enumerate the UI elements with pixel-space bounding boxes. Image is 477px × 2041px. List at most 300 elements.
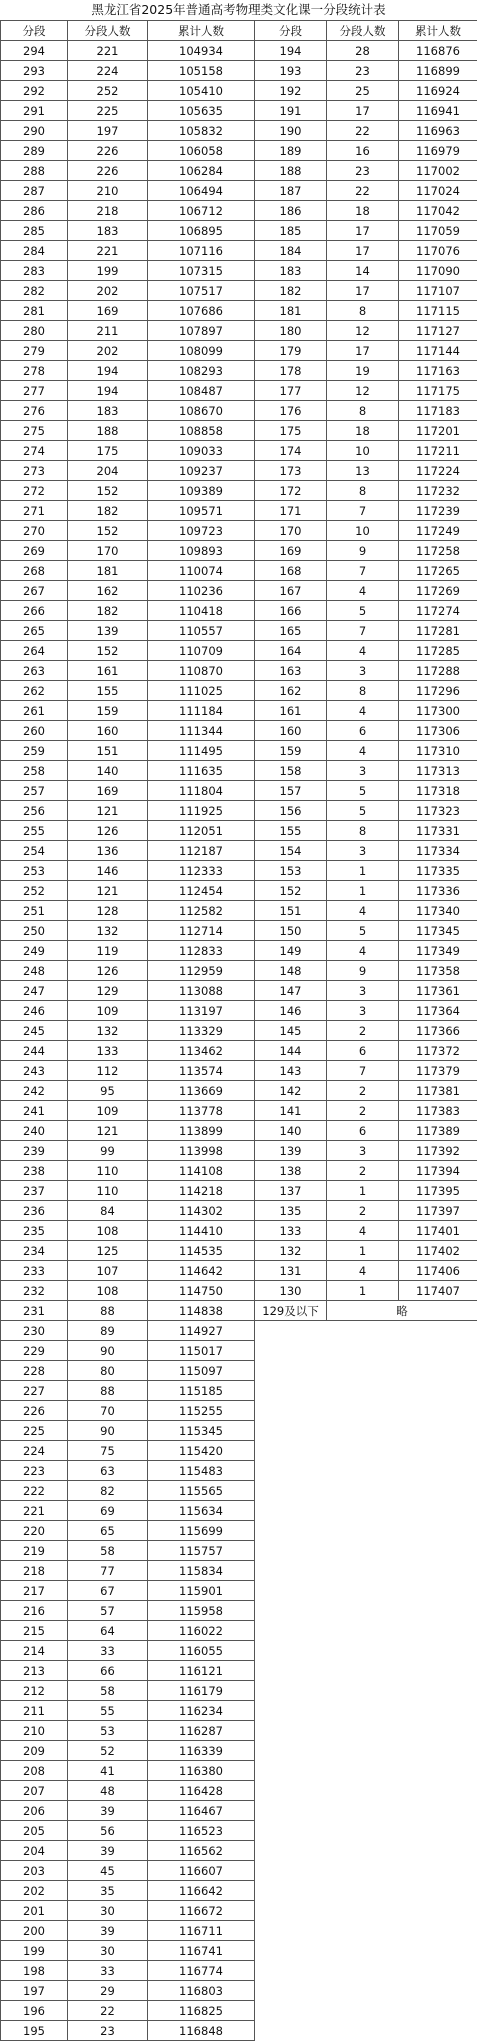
cell-segment-count: 8 xyxy=(327,481,399,501)
table-row xyxy=(1,1181,255,1201)
cell-score: 159 xyxy=(255,741,327,761)
cell-score: 209 xyxy=(1,1741,68,1761)
cell-score: 184 xyxy=(255,241,327,261)
cell-segment-count: 152 xyxy=(68,641,148,661)
table-row xyxy=(1,1741,255,1761)
table-row xyxy=(255,181,477,201)
table-row xyxy=(255,501,477,521)
table-row xyxy=(255,521,477,541)
cell-cumulative-count: 113462 xyxy=(148,1041,255,1061)
table-row xyxy=(1,761,255,781)
cell-score: 229 xyxy=(1,1341,68,1361)
cell-score: 208 xyxy=(1,1761,68,1781)
cell-segment-count: 16 xyxy=(327,141,399,161)
header-segment-count: 分段人数 xyxy=(327,21,399,41)
table-row xyxy=(1,681,255,701)
cell-segment-count: 161 xyxy=(68,661,148,681)
cell-segment-count: 221 xyxy=(68,41,148,61)
cell-cumulative-count: 105158 xyxy=(148,61,255,81)
cell-cumulative-count: 107116 xyxy=(148,241,255,261)
cell-score: 131 xyxy=(255,1261,327,1281)
cell-segment-count: 58 xyxy=(68,1541,148,1561)
cell-cumulative-count: 117345 xyxy=(399,921,477,941)
cell-segment-count: 56 xyxy=(68,1821,148,1841)
cell-cumulative-count: 113998 xyxy=(148,1141,255,1161)
table-row xyxy=(1,821,255,841)
table-row xyxy=(255,541,477,561)
cell-score: 179 xyxy=(255,341,327,361)
cell-segment-count: 88 xyxy=(68,1301,148,1321)
cell-score: 277 xyxy=(1,381,68,401)
cell-segment-count: 90 xyxy=(68,1341,148,1361)
cell-cumulative-count: 116711 xyxy=(148,1921,255,1941)
cell-cumulative-count: 116979 xyxy=(399,141,477,161)
cell-segment-count: 152 xyxy=(68,481,148,501)
cell-segment-count: 151 xyxy=(68,741,148,761)
cell-segment-count: 5 xyxy=(327,921,399,941)
cell-score: 138 xyxy=(255,1161,327,1181)
cell-score: 253 xyxy=(1,861,68,881)
cell-cumulative-count: 109893 xyxy=(148,541,255,561)
table-row xyxy=(255,921,477,941)
cell-score: 175 xyxy=(255,421,327,441)
cell-segment-count: 7 xyxy=(327,501,399,521)
cell-score: 268 xyxy=(1,561,68,581)
cell-score: 293 xyxy=(1,61,68,81)
cell-segment-count: 202 xyxy=(68,341,148,361)
cell-segment-count: 30 xyxy=(68,1901,148,1921)
table-row xyxy=(1,1021,255,1041)
table-row xyxy=(1,1001,255,1021)
cell-score: 191 xyxy=(255,101,327,121)
cell-score: 241 xyxy=(1,1101,68,1121)
table-row xyxy=(255,481,477,501)
cell-score: 189 xyxy=(255,141,327,161)
table-row xyxy=(255,701,477,721)
cell-cumulative-count: 116963 xyxy=(399,121,477,141)
cell-cumulative-count: 109571 xyxy=(148,501,255,521)
table-row xyxy=(1,1481,255,1501)
cell-segment-count: 199 xyxy=(68,261,148,281)
table-row xyxy=(255,1281,477,1301)
cell-score: 212 xyxy=(1,1681,68,1701)
cell-score: 292 xyxy=(1,81,68,101)
cell-cumulative-count: 113778 xyxy=(148,1101,255,1121)
cell-score: 250 xyxy=(1,921,68,941)
cell-cumulative-count: 105832 xyxy=(148,121,255,141)
cell-score: 247 xyxy=(1,981,68,1001)
cell-segment-count: 121 xyxy=(68,801,148,821)
cell-score: 213 xyxy=(1,1661,68,1681)
cell-segment-count: 146 xyxy=(68,861,148,881)
cell-score: 234 xyxy=(1,1241,68,1261)
table-row xyxy=(255,361,477,381)
cell-cumulative-count: 116179 xyxy=(148,1681,255,1701)
cell-score: 256 xyxy=(1,801,68,821)
header-cumulative-count: 累计人数 xyxy=(148,21,255,41)
cell-cumulative-count: 104934 xyxy=(148,41,255,61)
cell-segment-count: 17 xyxy=(327,241,399,261)
cell-cumulative-count: 113197 xyxy=(148,1001,255,1021)
cell-cumulative-count: 112051 xyxy=(148,821,255,841)
cell-score: 164 xyxy=(255,641,327,661)
cell-cumulative-count: 115255 xyxy=(148,1401,255,1421)
cell-segment-count: 194 xyxy=(68,361,148,381)
table-row xyxy=(255,121,477,141)
cell-segment-count: 210 xyxy=(68,181,148,201)
cell-cumulative-count: 110870 xyxy=(148,661,255,681)
table-row xyxy=(1,1561,255,1581)
cell-score: 220 xyxy=(1,1521,68,1541)
cell-segment-count: 129 xyxy=(68,981,148,1001)
table-row xyxy=(1,1241,255,1261)
cell-score: 141 xyxy=(255,1101,327,1121)
table-row xyxy=(1,261,255,281)
cell-cumulative-count: 116825 xyxy=(148,2001,255,2021)
table-row xyxy=(255,1121,477,1141)
cell-cumulative-count: 112582 xyxy=(148,901,255,921)
cell-cumulative-count: 117383 xyxy=(399,1101,477,1121)
cell-segment-count: 112 xyxy=(68,1061,148,1081)
table-row xyxy=(1,1061,255,1081)
cell-score: 204 xyxy=(1,1841,68,1861)
table-row xyxy=(1,621,255,641)
footer-value: 略 xyxy=(327,1301,477,1321)
cell-cumulative-count: 117389 xyxy=(399,1121,477,1141)
cell-score: 130 xyxy=(255,1281,327,1301)
cell-score: 242 xyxy=(1,1081,68,1101)
table-row xyxy=(1,201,255,221)
table-row xyxy=(255,801,477,821)
cell-cumulative-count: 117183 xyxy=(399,401,477,421)
cell-cumulative-count: 117372 xyxy=(399,1041,477,1061)
cell-score: 162 xyxy=(255,681,327,701)
cell-segment-count: 2 xyxy=(327,1201,399,1221)
table-row xyxy=(1,1901,255,1921)
cell-segment-count: 39 xyxy=(68,1921,148,1941)
cell-segment-count: 2 xyxy=(327,1101,399,1121)
cell-segment-count: 8 xyxy=(327,681,399,701)
cell-score: 199 xyxy=(1,1941,68,1961)
table-row xyxy=(1,941,255,961)
cell-score: 187 xyxy=(255,181,327,201)
table-row xyxy=(1,1801,255,1821)
cell-segment-count: 7 xyxy=(327,1061,399,1081)
cell-cumulative-count: 117059 xyxy=(399,221,477,241)
cell-score: 156 xyxy=(255,801,327,821)
cell-score: 163 xyxy=(255,661,327,681)
cell-segment-count: 77 xyxy=(68,1561,148,1581)
cell-segment-count: 28 xyxy=(327,41,399,61)
cell-cumulative-count: 117361 xyxy=(399,981,477,1001)
table-row xyxy=(1,321,255,341)
table-row xyxy=(1,461,255,481)
cell-segment-count: 3 xyxy=(327,661,399,681)
table-row xyxy=(1,1401,255,1421)
cell-score: 185 xyxy=(255,221,327,241)
table-row xyxy=(255,341,477,361)
cell-segment-count: 252 xyxy=(68,81,148,101)
table-row xyxy=(1,1841,255,1861)
cell-score: 135 xyxy=(255,1201,327,1221)
table-row xyxy=(255,1221,477,1241)
table-row xyxy=(1,1121,255,1141)
cell-score: 275 xyxy=(1,421,68,441)
table-row xyxy=(1,1781,255,1801)
cell-segment-count: 202 xyxy=(68,281,148,301)
cell-cumulative-count: 116523 xyxy=(148,1821,255,1841)
cell-segment-count: 25 xyxy=(327,81,399,101)
table-row xyxy=(1,181,255,201)
cell-score: 210 xyxy=(1,1721,68,1741)
cell-score: 152 xyxy=(255,881,327,901)
table-row xyxy=(1,1301,255,1321)
cell-score: 249 xyxy=(1,941,68,961)
cell-cumulative-count: 112454 xyxy=(148,881,255,901)
cell-segment-count: 13 xyxy=(327,461,399,481)
table-row xyxy=(255,661,477,681)
cell-segment-count: 12 xyxy=(327,321,399,341)
cell-score: 151 xyxy=(255,901,327,921)
cell-score: 239 xyxy=(1,1141,68,1161)
cell-segment-count: 2 xyxy=(327,1081,399,1101)
cell-cumulative-count: 116055 xyxy=(148,1641,255,1661)
cell-cumulative-count: 108858 xyxy=(148,421,255,441)
cell-score: 202 xyxy=(1,1881,68,1901)
table-row xyxy=(1,81,255,101)
cell-cumulative-count: 117115 xyxy=(399,301,477,321)
table-row xyxy=(1,501,255,521)
cell-cumulative-count: 110236 xyxy=(148,581,255,601)
cell-cumulative-count: 117397 xyxy=(399,1201,477,1221)
cell-segment-count: 8 xyxy=(327,821,399,841)
cell-score: 287 xyxy=(1,181,68,201)
table-row xyxy=(1,161,255,181)
cell-cumulative-count: 114535 xyxy=(148,1241,255,1261)
cell-cumulative-count: 109237 xyxy=(148,461,255,481)
table-row xyxy=(1,1701,255,1721)
table-row xyxy=(1,1761,255,1781)
cell-segment-count: 109 xyxy=(68,1101,148,1121)
table-row xyxy=(255,781,477,801)
cell-cumulative-count: 113329 xyxy=(148,1021,255,1041)
cell-cumulative-count: 117258 xyxy=(399,541,477,561)
cell-score: 137 xyxy=(255,1181,327,1201)
cell-cumulative-count: 117335 xyxy=(399,861,477,881)
cell-segment-count: 110 xyxy=(68,1161,148,1181)
cell-segment-count: 64 xyxy=(68,1621,148,1641)
table-row xyxy=(1,981,255,1001)
cell-segment-count: 133 xyxy=(68,1041,148,1061)
table-row xyxy=(255,441,477,461)
cell-cumulative-count: 109389 xyxy=(148,481,255,501)
cell-segment-count: 1 xyxy=(327,1281,399,1301)
cell-score: 223 xyxy=(1,1461,68,1481)
cell-cumulative-count: 108293 xyxy=(148,361,255,381)
cell-score: 286 xyxy=(1,201,68,221)
cell-segment-count: 160 xyxy=(68,721,148,741)
cell-segment-count: 9 xyxy=(327,541,399,561)
table-row xyxy=(1,1221,255,1241)
cell-cumulative-count: 114410 xyxy=(148,1221,255,1241)
cell-cumulative-count: 110709 xyxy=(148,641,255,661)
cell-score: 218 xyxy=(1,1561,68,1581)
table-row xyxy=(1,1421,255,1441)
table-row xyxy=(255,681,477,701)
cell-score: 192 xyxy=(255,81,327,101)
cell-cumulative-count: 117334 xyxy=(399,841,477,861)
cell-score: 206 xyxy=(1,1801,68,1821)
cell-segment-count: 23 xyxy=(68,2021,148,2041)
cell-cumulative-count: 117144 xyxy=(399,341,477,361)
table-row xyxy=(1,1641,255,1661)
cell-score: 235 xyxy=(1,1221,68,1241)
table-row xyxy=(1,1521,255,1541)
table-row xyxy=(255,1261,477,1281)
cell-cumulative-count: 106712 xyxy=(148,201,255,221)
cell-cumulative-count: 117127 xyxy=(399,321,477,341)
cell-score: 174 xyxy=(255,441,327,461)
footer-row xyxy=(255,1301,477,1321)
table-row xyxy=(1,1041,255,1061)
cell-cumulative-count: 114302 xyxy=(148,1201,255,1221)
header-segment-count: 分段人数 xyxy=(68,21,148,41)
cell-cumulative-count: 117265 xyxy=(399,561,477,581)
cell-score: 215 xyxy=(1,1621,68,1641)
cell-cumulative-count: 115699 xyxy=(148,1521,255,1541)
table-row xyxy=(1,741,255,761)
cell-segment-count: 109 xyxy=(68,1001,148,1021)
table-row xyxy=(255,321,477,341)
cell-score: 233 xyxy=(1,1261,68,1281)
cell-score: 193 xyxy=(255,61,327,81)
cell-cumulative-count: 114838 xyxy=(148,1301,255,1321)
cell-segment-count: 194 xyxy=(68,381,148,401)
table-row xyxy=(1,381,255,401)
cell-segment-count: 121 xyxy=(68,1121,148,1141)
cell-segment-count: 48 xyxy=(68,1781,148,1801)
cell-segment-count: 80 xyxy=(68,1361,148,1381)
cell-segment-count: 3 xyxy=(327,761,399,781)
cell-score: 291 xyxy=(1,101,68,121)
cell-cumulative-count: 116899 xyxy=(399,61,477,81)
table-row xyxy=(1,441,255,461)
cell-cumulative-count: 117175 xyxy=(399,381,477,401)
cell-score: 278 xyxy=(1,361,68,381)
cell-score: 269 xyxy=(1,541,68,561)
cell-cumulative-count: 117042 xyxy=(399,201,477,221)
cell-score: 228 xyxy=(1,1361,68,1381)
cell-score: 167 xyxy=(255,581,327,601)
cell-segment-count: 69 xyxy=(68,1501,148,1521)
table-row xyxy=(255,161,477,181)
cell-score: 290 xyxy=(1,121,68,141)
table-row xyxy=(1,541,255,561)
cell-cumulative-count: 117323 xyxy=(399,801,477,821)
cell-segment-count: 33 xyxy=(68,1641,148,1661)
cell-score: 259 xyxy=(1,741,68,761)
cell-cumulative-count: 117274 xyxy=(399,601,477,621)
cell-cumulative-count: 116941 xyxy=(399,101,477,121)
table-row xyxy=(1,1941,255,1961)
table-row xyxy=(255,641,477,661)
table-row xyxy=(1,921,255,941)
cell-score: 238 xyxy=(1,1161,68,1181)
cell-segment-count: 5 xyxy=(327,801,399,821)
cell-score: 282 xyxy=(1,281,68,301)
cell-score: 155 xyxy=(255,821,327,841)
header-cumulative-count: 累计人数 xyxy=(399,21,477,41)
cell-segment-count: 14 xyxy=(327,261,399,281)
table-row xyxy=(1,601,255,621)
table-row xyxy=(1,1461,255,1481)
cell-score: 139 xyxy=(255,1141,327,1161)
cell-segment-count: 33 xyxy=(68,1961,148,1981)
table-row xyxy=(1,341,255,361)
cell-segment-count: 4 xyxy=(327,641,399,661)
cell-cumulative-count: 117318 xyxy=(399,781,477,801)
table-row xyxy=(1,141,255,161)
cell-cumulative-count: 116803 xyxy=(148,1981,255,2001)
table-row xyxy=(255,421,477,441)
table-row xyxy=(1,1621,255,1641)
table-row xyxy=(1,1681,255,1701)
score-table-left xyxy=(0,20,255,2041)
cell-score: 144 xyxy=(255,1041,327,1061)
table-row xyxy=(255,941,477,961)
table-row xyxy=(255,741,477,761)
cell-score: 265 xyxy=(1,621,68,641)
cell-score: 270 xyxy=(1,521,68,541)
cell-segment-count: 155 xyxy=(68,681,148,701)
table-row xyxy=(1,1881,255,1901)
table-row xyxy=(1,421,255,441)
cell-cumulative-count: 115757 xyxy=(148,1541,255,1561)
cell-score: 150 xyxy=(255,921,327,941)
cell-segment-count: 121 xyxy=(68,881,148,901)
table-row xyxy=(255,961,477,981)
table-row xyxy=(255,81,477,101)
table-row xyxy=(1,1661,255,1681)
table-row xyxy=(255,201,477,221)
table-row xyxy=(255,1041,477,1061)
cell-segment-count: 1 xyxy=(327,1241,399,1261)
cell-segment-count: 218 xyxy=(68,201,148,221)
header-row xyxy=(255,21,477,41)
cell-cumulative-count: 117395 xyxy=(399,1181,477,1201)
page-title: 黑龙江省2025年普通高考物理类文化课一分段统计表 xyxy=(91,2,386,17)
cell-score: 285 xyxy=(1,221,68,241)
cell-score: 227 xyxy=(1,1381,68,1401)
cell-score: 263 xyxy=(1,661,68,681)
cell-score: 181 xyxy=(255,301,327,321)
table-row xyxy=(255,861,477,881)
cell-cumulative-count: 117401 xyxy=(399,1221,477,1241)
cell-cumulative-count: 117340 xyxy=(399,901,477,921)
cell-score: 186 xyxy=(255,201,327,221)
cell-segment-count: 90 xyxy=(68,1421,148,1441)
cell-cumulative-count: 116672 xyxy=(148,1901,255,1921)
cell-cumulative-count: 114927 xyxy=(148,1321,255,1341)
cell-segment-count: 23 xyxy=(327,161,399,181)
cell-segment-count: 8 xyxy=(327,301,399,321)
table-row xyxy=(255,221,477,241)
cell-cumulative-count: 115097 xyxy=(148,1361,255,1381)
cell-score: 288 xyxy=(1,161,68,181)
cell-score: 221 xyxy=(1,1501,68,1521)
cell-cumulative-count: 108099 xyxy=(148,341,255,361)
cell-segment-count: 66 xyxy=(68,1661,148,1681)
